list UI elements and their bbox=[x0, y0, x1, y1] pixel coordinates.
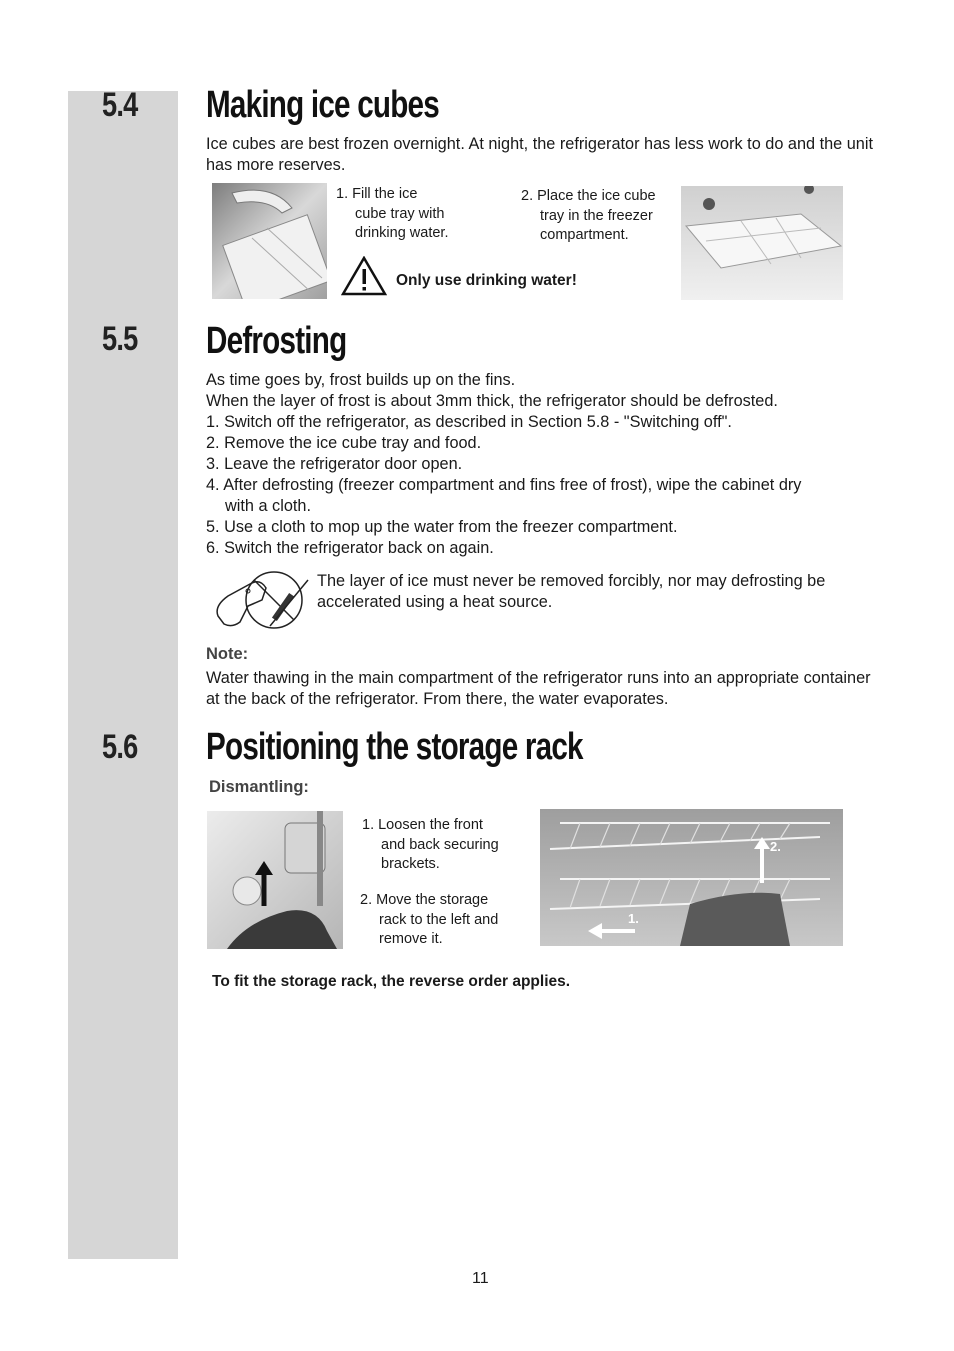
tap-tray-illustration bbox=[212, 183, 327, 299]
section-title-ice-cubes: Making ice cubes bbox=[206, 84, 439, 126]
ice-step-1 bbox=[336, 185, 449, 244]
freezer-tray-illustration bbox=[681, 186, 843, 300]
defrost-caution: The layer of ice must never be removed forcibly, nor may defrosting be accelerated using a heat source. bbox=[317, 572, 826, 611]
ice-step-1-line-1: 1. Fill the ice bbox=[336, 186, 418, 202]
defrost-step-5: 5. Use a cloth to mop up the water from the freezer compartment. bbox=[206, 518, 678, 536]
ice-step-2-line-3: compartment. bbox=[540, 227, 629, 243]
page-number: 11 bbox=[472, 1270, 489, 1287]
ice-step-2-line-1: 2. Place the ice cube bbox=[521, 188, 656, 204]
ice-step-1-line-3: drinking water. bbox=[355, 225, 449, 241]
warning-icon bbox=[341, 256, 387, 296]
section-number-5-4: 5.4 bbox=[102, 86, 138, 124]
photo-wire-racks bbox=[540, 809, 843, 946]
photo-label-1: 1. bbox=[628, 911, 639, 926]
defrost-step-4-cont: with a cloth. bbox=[225, 497, 311, 515]
wire-rack-illustration bbox=[540, 809, 843, 946]
dismantling-heading: Dismantling: bbox=[209, 778, 309, 796]
photo-tray-in-freezer bbox=[681, 186, 843, 300]
photo-bracket bbox=[207, 811, 343, 949]
defrost-step-4: 4. After defrosting (freezer compartment and fins free of frost), wipe the cabinet dry bbox=[206, 476, 802, 494]
rack-step-1-line-3: brackets. bbox=[381, 856, 440, 872]
rack-step-2-line-1: 2. Move the storage bbox=[360, 892, 489, 908]
sidebar-band bbox=[68, 91, 178, 1259]
no-scraping-icon bbox=[210, 566, 315, 634]
defrost-step-3: 3. Leave the refrigerator door open. bbox=[206, 455, 463, 473]
photo-label-2: 2. bbox=[770, 839, 781, 854]
photo-filling-tray bbox=[212, 183, 327, 299]
rack-step-1-line-2: and back securing bbox=[381, 836, 499, 853]
defrost-step-2: 2. Remove the ice cube tray and food. bbox=[206, 434, 482, 452]
section-title-storage-rack: Positioning the storage rack bbox=[206, 726, 583, 768]
rack-step-1 bbox=[362, 816, 499, 875]
ice-step-2 bbox=[521, 187, 656, 246]
section-number-5-5: 5.5 bbox=[102, 320, 138, 358]
bracket-illustration bbox=[207, 811, 343, 949]
section-number-5-6: 5.6 bbox=[102, 728, 138, 766]
rack-step-2 bbox=[360, 891, 498, 950]
defrost-line-2: When the layer of frost is about 3mm thick, the refrigerator should be defrosted. bbox=[206, 392, 778, 410]
rack-step-1-line-1: 1. Loosen the front bbox=[362, 817, 483, 833]
rack-step-2-line-3: remove it. bbox=[379, 931, 443, 947]
refit-instruction: To fit the storage rack, the reverse order applies. bbox=[212, 973, 571, 990]
defrost-step-6: 6. Switch the refrigerator back on again. bbox=[206, 539, 494, 557]
ice-step-2-line-2: tray in the freezer bbox=[540, 207, 653, 224]
ice-intro: Ice cubes are best frozen overnight. At night, the refrigerator has less work to do and the unit has more reserves. bbox=[206, 135, 874, 174]
defrost-step-1: 1. Switch off the refrigerator, as described in Section 5.8 - "Switching off". bbox=[206, 413, 732, 431]
rack-step-2-line-2: rack to the left and bbox=[379, 911, 499, 928]
defrost-line-1: As time goes by, frost builds up on the fins. bbox=[206, 371, 516, 389]
note-heading: Note: bbox=[206, 645, 249, 663]
defrost-instructions bbox=[206, 370, 896, 559]
ice-step-1-line-2: cube tray with bbox=[355, 205, 445, 222]
warning-text: Only use drinking water! bbox=[396, 272, 577, 289]
section-title-defrosting: Defrosting bbox=[206, 320, 347, 362]
note-text: Water thawing in the main compartment of the refrigerator runs into an appropriate container at the back of the refrigerator. From there, the water evaporates. bbox=[206, 669, 871, 708]
